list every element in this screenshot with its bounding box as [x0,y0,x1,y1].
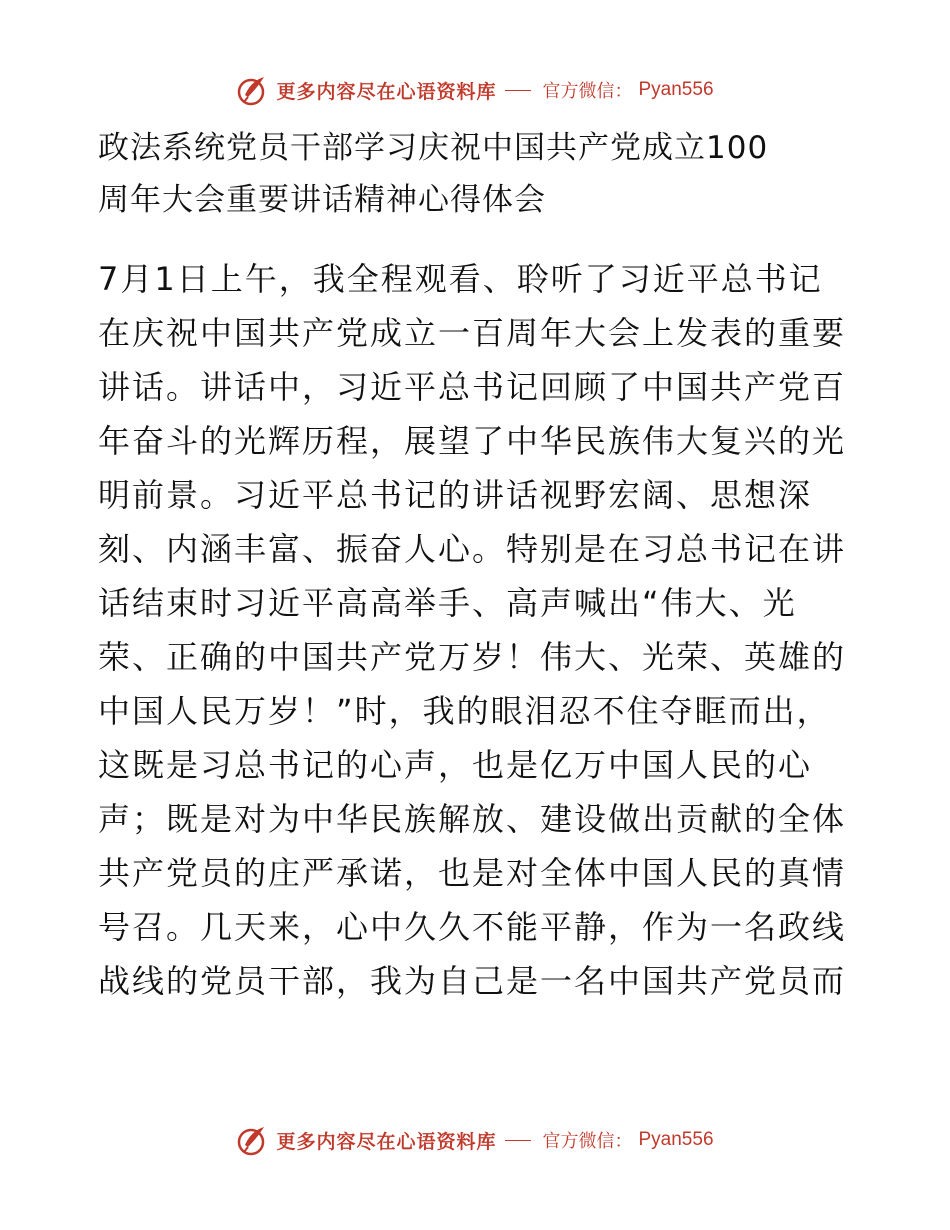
banner-label: 官方微信： [542,81,633,102]
body-line: 7月1日上午，我全程观看、聆听了习近平总书记 [98,260,823,298]
title-line: 政法系统党员干部学习庆祝中国共产党成立100 [98,130,769,166]
body-line: 刻、内涵丰富、振奋人心。特别是在习总书记在讲 [98,530,847,568]
body-line: 共产党员的庄严承诺，也是对全体中国人民的真情 [98,854,847,892]
banner-divider [505,1140,531,1141]
body-line: 中国人民万岁！”时，我的眼泪忍不住夺眶而出， [98,692,831,730]
body-line: 这既是习总书记的心声，也是亿万中国人民的心 [98,746,813,784]
body-paragraph [98,252,858,1008]
title-line: 周年大会重要讲话精神心得体会 [98,182,546,218]
banner-text: 更多内容尽在心语资料库 [276,80,497,103]
body-line: 年奋斗的光辉历程，展望了中华民族伟大复兴的光 [98,422,847,460]
body-line: 荣、正确的中国共产党万岁！伟大、光荣、英雄的 [98,638,847,676]
pen-logo-icon [236,1123,270,1157]
body-line: 号召。几天来，心中久久不能平静，作为一名政线 [98,908,847,946]
body-line: 话结束时习近平高高举手、高声喊出“伟大、光 [98,584,797,622]
footer-banner [0,1120,950,1160]
pen-logo-icon [236,73,270,107]
body-line: 在庆祝中国共产党成立一百周年大会上发表的重要 [98,314,847,352]
banner-text: 更多内容尽在心语资料库 [276,1130,497,1153]
body-line: 讲话。讲话中，习近平总书记回顾了中国共产党百 [98,368,847,406]
body-line: 声；既是对为中华民族解放、建设做出贡献的全体 [98,800,847,838]
document-title [98,122,858,226]
body-line: 战线的党员干部，我为自己是一名中国共产党员而 [98,962,847,1000]
header-banner [0,70,950,110]
body-line: 明前景。习近平总书记的讲话视野宏阔、思想深 [98,476,813,514]
banner-divider [505,90,531,91]
banner-label: 官方微信： [542,1131,633,1152]
banner-wechat-id: Pyan556 [638,1129,714,1150]
banner-wechat-id: Pyan556 [638,79,714,100]
